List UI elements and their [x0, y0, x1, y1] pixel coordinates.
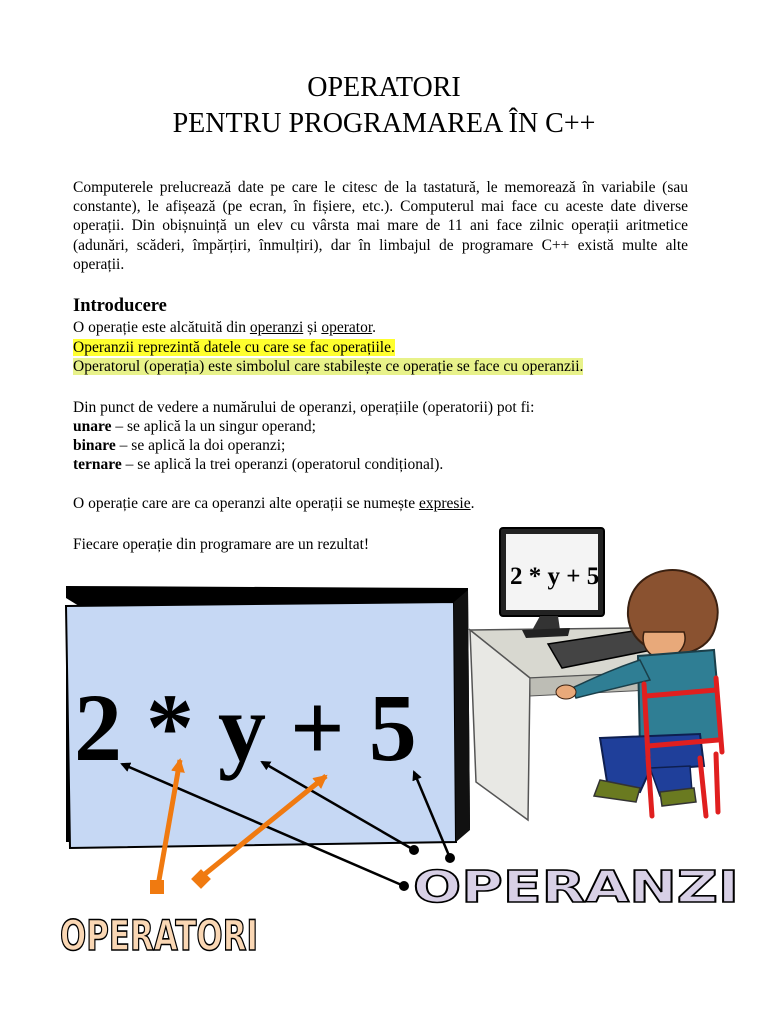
highlight-operator-line: [73, 357, 583, 377]
intro-paragraph: Computerele prelucrează date pe care le citesc de la tastatură, le memorează în variabile (sau constante), le afișează (pe ecran, în fișiere, etc.). Computerul mai face cu aceste date diverse operații. Din obișnuință un elev cu vârsta mai mare de 11 ani face zilnic operații aritmetice (adunări, scăderi, împărțiri, înmulțiri), dar în limbajul de programare C++ există multe alte operații.: [73, 179, 688, 273]
type-binare: [73, 436, 285, 456]
highlight-operanzi: Operanzii reprezintă datele cu care se fac operațiile.: [73, 339, 395, 356]
term-operanzi: operanzi: [249, 319, 304, 336]
type-ternare-desc: – se aplică la trei operanzi (operatorul condițional).: [121, 456, 444, 473]
type-binare-term: binare: [73, 437, 116, 454]
term-operator: operator: [321, 319, 373, 336]
type-unare-desc: – se aplică la un singur operand;: [111, 418, 316, 435]
definition-line: [73, 318, 376, 338]
expression-prefix: O operație care are ca operanzi alte operații se numește: [73, 495, 419, 512]
label-operanzi: OPERANZI: [413, 862, 739, 913]
term-expresie: expresie: [418, 495, 471, 512]
label-operatori: OPERATORI: [60, 911, 258, 960]
monitor: [500, 528, 604, 638]
type-ternare-term: ternare: [73, 456, 122, 473]
result-line: Fiecare operație din programare are un rezultat!: [73, 536, 370, 553]
definition-suffix: .: [372, 319, 377, 336]
definition-mid: și: [303, 319, 322, 336]
highlight-operanzi-line: [73, 338, 395, 358]
type-binare-desc: – se aplică la doi operanzi;: [115, 437, 286, 454]
definition-prefix: O operație este alcătuită din: [73, 319, 250, 336]
title-line-1: OPERATORI: [307, 72, 461, 103]
expression-line: [73, 494, 475, 514]
monitor-expression: 2 * y + 5: [510, 563, 600, 590]
illustration: [0, 520, 768, 1024]
expression-board: [66, 586, 470, 848]
board-expression: 2 * y + 5: [74, 674, 417, 781]
highlight-operator: Operatorul (operația) este simbolul care stabilește ce operație se face cu operanzii.: [73, 358, 584, 375]
expression-suffix: .: [470, 495, 475, 512]
type-ternare: [73, 455, 443, 475]
title-line-2: PENTRU PROGRAMAREA ÎN C++: [172, 108, 596, 139]
type-unare: [73, 417, 316, 437]
section-heading: Introducere: [73, 296, 167, 316]
type-unare-term: unare: [73, 418, 112, 435]
types-intro: Din punct de vedere a numărului de operanzi, operațiile (operatorii) pot fi:: [73, 399, 535, 416]
